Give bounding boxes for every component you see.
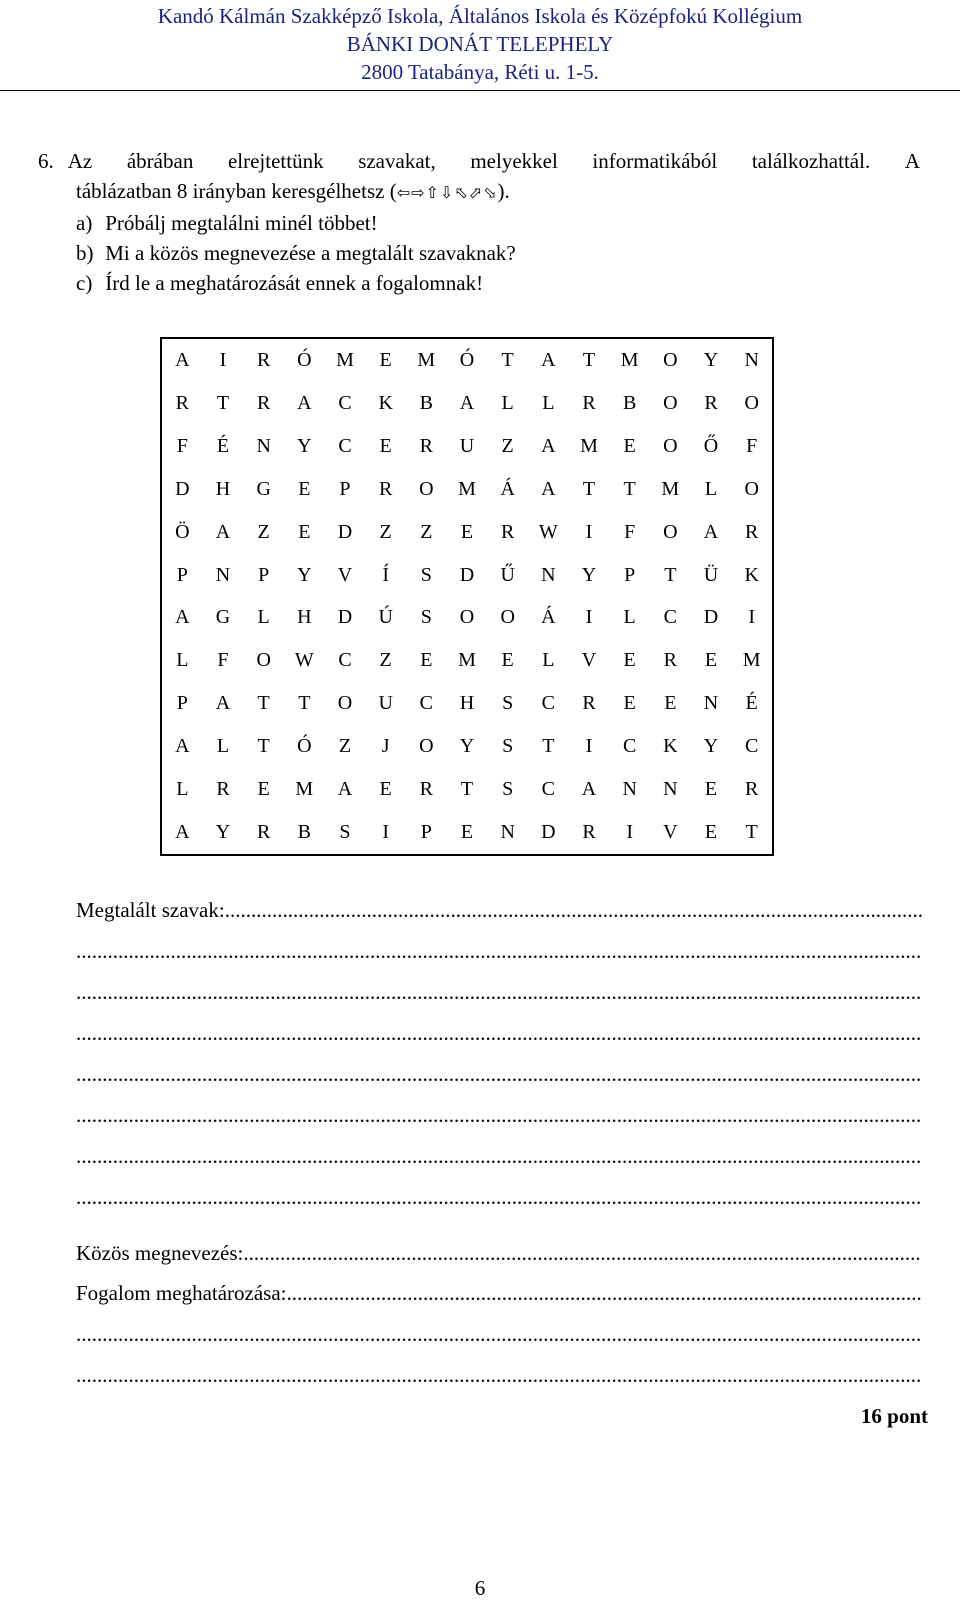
grid-cell: C xyxy=(338,434,352,457)
grid-cell: L xyxy=(501,391,514,414)
answer-dotted-line xyxy=(287,1279,922,1307)
grid-cell: M xyxy=(417,348,436,371)
grid-cell: E xyxy=(379,778,392,801)
grid-cell: L xyxy=(257,606,270,629)
grid-cell: P xyxy=(624,563,636,586)
grid-cell: T xyxy=(460,778,474,801)
grid-cell: H xyxy=(215,477,231,500)
answer-dotted-line xyxy=(76,1320,922,1348)
task-item-b xyxy=(38,238,920,268)
item-a-text: Próbálj megtalálni minél többet! xyxy=(105,211,378,235)
grid-cell: E xyxy=(664,692,677,715)
common-name-label: Közös megnevezés: xyxy=(76,1241,244,1265)
grid-cell: M xyxy=(580,434,598,457)
header-school-name: Kandó Kálmán Szakképző Iskola, Általános Iskola és Középfokú Kollégium xyxy=(157,4,803,28)
grid-cell: C xyxy=(338,391,352,414)
task-intro-word: találkozhattál. xyxy=(751,149,871,173)
task-intro-word: szavakat, xyxy=(358,149,436,173)
grid-cell: E xyxy=(460,821,474,844)
grid-cell: Z xyxy=(420,520,433,543)
grid-cell: T xyxy=(664,563,677,586)
answer-dotted-line xyxy=(243,1239,922,1267)
definition-line[interactable] xyxy=(76,1279,922,1307)
grid-cell: E xyxy=(704,778,718,801)
grid-cell: E xyxy=(298,477,311,500)
found-words-label: Megtalált szavak: xyxy=(76,898,225,922)
grid-cell: O xyxy=(459,606,475,629)
grid-cell: R xyxy=(216,778,230,801)
school-header xyxy=(0,2,960,86)
grid-cell: I xyxy=(585,520,593,543)
found-words-line[interactable] xyxy=(76,896,922,924)
grid-cell: A xyxy=(175,606,190,629)
grid-cell: O xyxy=(663,434,678,457)
grid-cell: N xyxy=(215,563,231,586)
header-divider xyxy=(0,90,960,91)
grid-cell: N xyxy=(744,348,759,371)
grid-cell: E xyxy=(623,649,636,672)
grid-cell: R xyxy=(419,434,433,457)
grid-cell: M xyxy=(336,348,354,371)
answer-line[interactable] xyxy=(76,1142,922,1170)
header-address: 2800 Tatabánya, Réti u. 1-5. xyxy=(361,60,599,84)
item-b-label: b) xyxy=(76,241,94,265)
grid-cell: R xyxy=(419,778,433,801)
grid-cell: Y xyxy=(215,821,231,844)
grid-cell: E xyxy=(420,649,433,672)
grid-cell: A xyxy=(215,520,231,543)
grid-cell: R xyxy=(500,520,515,543)
task-item-a xyxy=(38,208,920,238)
grid-cell: R xyxy=(582,821,596,844)
grid-cell: Ő xyxy=(703,434,719,457)
task-number: 6. xyxy=(38,149,54,173)
word-search-grid xyxy=(160,337,774,856)
grid-cell: E xyxy=(704,649,718,672)
grid-cell: N xyxy=(663,778,678,801)
grid-cell: Í xyxy=(382,563,389,586)
grid-cell: D xyxy=(459,563,475,586)
grid-cell: I xyxy=(585,735,593,758)
grid-cell: E xyxy=(257,778,270,801)
grid-cell: L xyxy=(176,778,189,801)
grid-cell: A xyxy=(703,520,719,543)
grid-cell: S xyxy=(339,821,351,844)
grid-cell: R xyxy=(256,391,271,414)
grid-cell: C xyxy=(541,778,555,801)
answer-dotted-line xyxy=(76,937,922,965)
grid-cell: Á xyxy=(500,477,515,500)
grid-cell: A xyxy=(581,778,597,801)
grid-cell: I xyxy=(585,606,593,629)
grid-cell: M xyxy=(458,649,476,672)
grid-cell: A xyxy=(337,778,353,801)
grid-cell: C xyxy=(663,606,677,629)
task-intro-word: ábrában xyxy=(126,149,194,173)
grid-cell: T xyxy=(582,348,596,371)
task-item-c xyxy=(38,268,920,298)
answer-dotted-line xyxy=(76,1101,922,1129)
answer-line[interactable] xyxy=(76,1101,922,1129)
grid-cell: L xyxy=(542,649,555,672)
grid-cell: S xyxy=(502,692,514,715)
grid-cell: A xyxy=(541,348,556,371)
item-a-label: a) xyxy=(76,211,93,235)
grid-cell: I xyxy=(382,821,389,844)
answer-dotted-line xyxy=(76,1183,922,1211)
grid-cell: Ö xyxy=(175,520,190,543)
grid-cell: O xyxy=(744,391,759,414)
answer-line[interactable] xyxy=(76,1361,922,1389)
grid-cell: A xyxy=(459,391,475,414)
grid-cell: Y xyxy=(297,563,312,586)
grid-cell: E xyxy=(298,520,311,543)
grid-cell: G xyxy=(215,606,231,629)
grid-cell: T xyxy=(216,391,230,414)
grid-cell: F xyxy=(624,520,636,543)
grid-cell: O xyxy=(337,692,353,715)
grid-cell: R xyxy=(256,821,271,844)
grid-cell: L xyxy=(176,649,189,672)
grid-cell: M xyxy=(295,778,314,801)
grid-cell: R xyxy=(744,520,759,543)
grid-cell: O xyxy=(419,735,434,758)
task-direction-line xyxy=(38,176,920,208)
grid-cell: L xyxy=(216,735,230,758)
grid-cell: E xyxy=(704,821,718,844)
answer-dotted-line xyxy=(76,1361,922,1389)
grid-cell: C xyxy=(338,649,352,672)
task-direction-end: ). xyxy=(497,179,510,203)
grid-cell: Ű xyxy=(500,563,515,586)
grid-cell: G xyxy=(256,477,271,500)
task-intro-word: A xyxy=(904,149,920,173)
grid-cell: T xyxy=(501,348,514,371)
answer-line[interactable] xyxy=(76,1320,922,1348)
answer-line[interactable] xyxy=(76,937,922,965)
grid-cell: N xyxy=(256,434,271,457)
grid-cell: A xyxy=(541,477,556,500)
grid-cell: A xyxy=(541,434,556,457)
grid-cell: K xyxy=(663,735,678,758)
grid-cell: K xyxy=(378,391,393,414)
grid-cell: B xyxy=(419,391,433,414)
grid-cell: O xyxy=(663,348,678,371)
grid-cell: C xyxy=(744,735,759,758)
grid-cell: A xyxy=(215,692,231,715)
grid-cell: W xyxy=(538,520,558,543)
grid-cell: Ú xyxy=(378,606,393,629)
grid-cell: Z xyxy=(379,649,392,672)
answer-dotted-line xyxy=(76,1019,922,1047)
grid-cell: A xyxy=(175,735,190,758)
item-b-text: Mi a közös megnevezése a megtalált szavaknak? xyxy=(105,241,516,265)
grid-cell: R xyxy=(175,391,189,414)
grid-cell: R xyxy=(744,778,759,801)
grid-cell: H xyxy=(459,692,475,715)
grid-cell: M xyxy=(742,649,761,672)
grid-cell: E xyxy=(379,348,392,371)
score-label: 16 pont xyxy=(860,1404,928,1428)
grid-cell: V xyxy=(663,821,678,844)
grid-cell: V xyxy=(337,563,353,586)
grid-cell: Y xyxy=(459,735,475,758)
grid-cell: Y xyxy=(581,563,597,586)
answer-line[interactable] xyxy=(76,1060,922,1088)
task-direction-text: táblázatban 8 irányban keresgélhetsz ( xyxy=(76,179,397,203)
answer-dotted-line xyxy=(225,896,922,924)
grid-cell: T xyxy=(257,692,270,715)
grid-cell: F xyxy=(217,649,229,672)
header-site-name: BÁNKI DONÁT TELEPHELY xyxy=(346,32,614,56)
common-name-line[interactable] xyxy=(76,1239,922,1267)
grid-cell: I xyxy=(748,606,755,629)
grid-cell: E xyxy=(623,692,636,715)
grid-cell: P xyxy=(176,692,188,715)
direction-arrows-icon: ⇦⇨⇧⇩⬁⬀⬂ xyxy=(396,183,498,202)
task-text xyxy=(38,146,920,298)
grid-cell: N xyxy=(541,563,556,586)
grid-cell: H xyxy=(297,606,312,629)
grid-cell: T xyxy=(745,821,758,844)
grid-cell: Ó xyxy=(297,348,312,371)
grid-cell: Ü xyxy=(703,563,719,586)
grid-cell: I xyxy=(219,348,227,371)
grid-cell: Y xyxy=(703,348,719,371)
grid-cell: T xyxy=(298,692,311,715)
task-intro-words xyxy=(68,146,920,176)
grid-cell: O xyxy=(500,606,515,629)
grid-cell: U xyxy=(378,692,393,715)
answer-dotted-line xyxy=(76,978,922,1006)
answer-dotted-line xyxy=(76,1060,922,1088)
grid-cell: Á xyxy=(541,606,556,629)
grid-cell: E xyxy=(501,649,514,672)
grid-cell: L xyxy=(704,477,718,500)
grid-cell: E xyxy=(379,434,392,457)
grid-cell: Y xyxy=(297,434,312,457)
grid-cell: F xyxy=(746,434,758,457)
task-intro-line xyxy=(38,146,920,176)
answer-line[interactable] xyxy=(76,1183,922,1211)
grid-cell: M xyxy=(458,477,476,500)
grid-cell: Z xyxy=(501,434,514,457)
grid-cell: D xyxy=(703,606,719,629)
grid-cell: B xyxy=(622,391,637,414)
grid-cell: D xyxy=(541,821,556,844)
grid-cell: F xyxy=(176,434,188,457)
grid-cell: T xyxy=(582,477,596,500)
grid-cell: T xyxy=(623,477,636,500)
grid-cell: P xyxy=(339,477,351,500)
grid-cell: A xyxy=(175,821,190,844)
grid-cell: O xyxy=(663,391,678,414)
grid-cell: N xyxy=(500,821,515,844)
grid-cell: Y xyxy=(703,735,719,758)
grid-cell: É xyxy=(745,692,758,715)
definition-label: Fogalom meghatározása: xyxy=(76,1281,287,1305)
item-c-label: c) xyxy=(76,271,93,295)
grid-cell: S xyxy=(502,735,514,758)
grid-cell: E xyxy=(623,434,636,457)
grid-cell: C xyxy=(541,692,555,715)
grid-cell: P xyxy=(176,563,188,586)
grid-cell: T xyxy=(257,735,270,758)
answer-section xyxy=(76,896,922,1389)
grid-cell: Ó xyxy=(297,735,312,758)
grid-cell: W xyxy=(294,649,314,672)
grid-cell: S xyxy=(420,606,432,629)
grid-cell: J xyxy=(381,735,390,758)
grid-cell: O xyxy=(419,477,434,500)
grid-cell: O xyxy=(744,477,759,500)
grid-cell: Ó xyxy=(459,348,475,371)
grid-cell: C xyxy=(622,735,637,758)
grid-cell: N xyxy=(622,778,637,801)
grid-cell: C xyxy=(419,692,433,715)
grid-cell: R xyxy=(256,348,271,371)
grid-cell: T xyxy=(542,735,555,758)
grid-cell: D xyxy=(337,606,353,629)
grid-cell: P xyxy=(258,563,270,586)
grid-cell: É xyxy=(216,434,230,457)
grid-cell: S xyxy=(420,563,432,586)
grid-cell: M xyxy=(661,477,680,500)
grid-cell: R xyxy=(663,649,677,672)
grid-cell: L xyxy=(542,391,555,414)
grid-cell: R xyxy=(582,692,596,715)
grid-cell: O xyxy=(663,520,678,543)
task-intro-word: elrejtettünk xyxy=(227,149,324,173)
grid-cell: A xyxy=(297,391,312,414)
grid-cell: R xyxy=(582,391,596,414)
grid-cell: Z xyxy=(379,520,392,543)
page-number: 6 xyxy=(474,1576,486,1600)
grid-cell: Z xyxy=(257,520,270,543)
grid-cell: D xyxy=(175,477,190,500)
item-c-text: Írd le a meghatározását ennek a fogalomnak! xyxy=(105,271,484,295)
answer-dotted-line xyxy=(76,1142,922,1170)
task-intro-word: Az xyxy=(67,149,93,173)
grid-cell: L xyxy=(623,606,636,629)
grid-cell: B xyxy=(297,821,311,844)
grid-cell: M xyxy=(620,348,639,371)
task-intro-word: informatikából xyxy=(592,149,718,173)
grid-cell: P xyxy=(420,821,432,844)
grid-cell: I xyxy=(626,821,633,844)
answer-line[interactable] xyxy=(76,978,922,1006)
grid-cell: N xyxy=(703,692,719,715)
grid-cell: S xyxy=(502,778,514,801)
grid-cell: V xyxy=(581,649,597,672)
grid-cell: A xyxy=(175,348,190,371)
task-intro-word: melyekkel xyxy=(470,149,558,173)
grid-cell: D xyxy=(337,520,353,543)
answer-line[interactable] xyxy=(76,1019,922,1047)
grid-cell: U xyxy=(459,434,475,457)
grid-cell: E xyxy=(460,520,474,543)
grid-cell: Z xyxy=(338,735,352,758)
grid-cell: K xyxy=(744,563,759,586)
grid-cell: O xyxy=(256,649,271,672)
grid-cell: R xyxy=(704,391,718,414)
grid-cell: R xyxy=(378,477,393,500)
